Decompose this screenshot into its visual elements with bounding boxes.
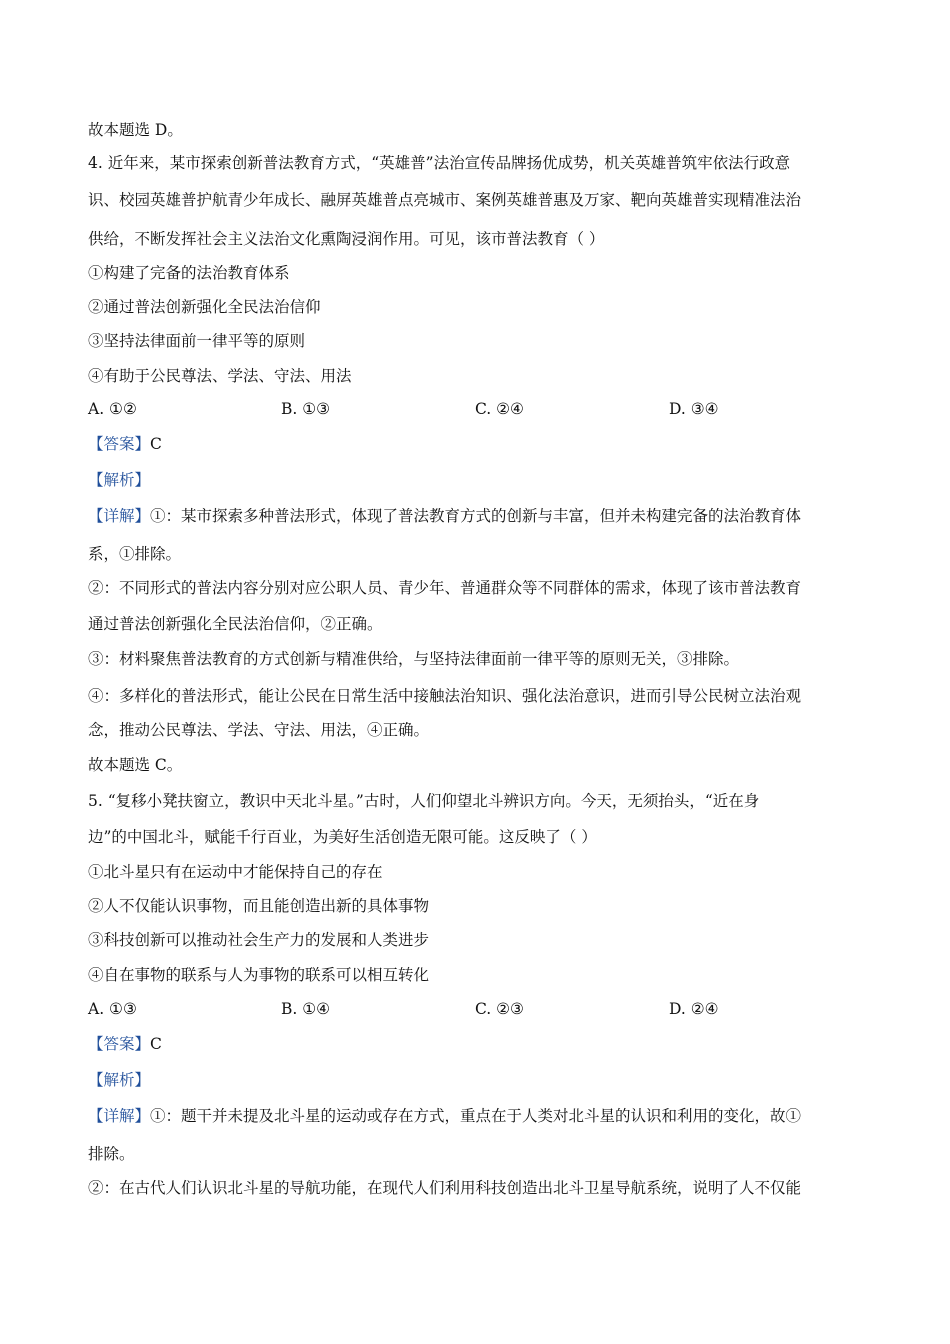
q4-stem-line-3: 供给，不断发挥社会主义法治文化熏陶浸润作用。可见，该市普法教育（ ） bbox=[88, 230, 605, 248]
prev-conclusion: 故本题选 D。 bbox=[88, 121, 183, 139]
q4-detail-tag: 【详解】 bbox=[88, 507, 151, 525]
q5-answer bbox=[88, 1034, 868, 1054]
q5-option-d: D. ②④ bbox=[669, 1000, 719, 1018]
q4-item-3: ③坚持法律面前一律平等的原则 bbox=[88, 332, 306, 350]
q4-detail-line-1 bbox=[88, 506, 868, 526]
q5-option-b: B. ①④ bbox=[281, 1000, 331, 1018]
q4-detail-line-7: 念，推动公民尊法、学法、守法、用法，④正确。 bbox=[88, 721, 430, 739]
q5-option-c: C. ②③ bbox=[475, 1000, 524, 1018]
q5-detail-line-3: ②：在古代人们认识北斗星的导航功能，在现代人们利用科技创造出北斗卫星导航系统，说明了人不仅能 bbox=[88, 1179, 802, 1197]
q5-item-4: ④自在事物的联系与人为事物的联系可以相互转化 bbox=[88, 966, 430, 984]
q4-item-4: ④有助于公民尊法、学法、守法、用法 bbox=[88, 367, 352, 385]
q4-option-b: B. ①③ bbox=[281, 400, 331, 418]
q5-item-1: ①北斗星只有在运动中才能保持自己的存在 bbox=[88, 863, 383, 881]
q5-answer-value: C bbox=[150, 1035, 162, 1053]
q4-detail-line-5: ③：材料聚焦普法教育的方式创新与精准供给，与坚持法律面前一律平等的原则无关，③排除。 bbox=[88, 650, 740, 668]
q4-conclusion: 故本题选 C。 bbox=[88, 756, 183, 774]
q4-item-1: ①构建了完备的法治教育体系 bbox=[88, 264, 290, 282]
q4-answer-value: C bbox=[150, 435, 162, 453]
q5-stem-line-1: 5. “复移小凳扶窗立，教识中天北斗星。”古时，人们仰望北斗辨识方向。今天，无须抬头，“近在身 bbox=[88, 792, 760, 810]
q4-detail-line-3: ②：不同形式的普法内容分别对应公职人员、青少年、普通群众等不同群体的需求，体现了该市普法教育 bbox=[88, 579, 802, 597]
q4-stem-line-2: 识、校园英雄普护航青少年成长、融屏英雄普点亮城市、案例英雄普惠及万家、靶向英雄普实现精准法治 bbox=[88, 191, 802, 209]
q4-detail-line-6: ④：多样化的普法形式，能让公民在日常生活中接触法治知识、强化法治意识，进而引导公民树立法治观 bbox=[88, 687, 802, 705]
q5-detail-tag: 【详解】 bbox=[88, 1107, 151, 1125]
q5-detail-line-2: 排除。 bbox=[88, 1145, 135, 1163]
q4-detail-line-2: 系，①排除。 bbox=[88, 545, 182, 563]
q5-analysis-tag: 【解析】 bbox=[88, 1071, 151, 1089]
q4-analysis bbox=[88, 470, 868, 490]
q5-item-3: ③科技创新可以推动社会生产力的发展和人类进步 bbox=[88, 931, 430, 949]
q4-analysis-tag: 【解析】 bbox=[88, 471, 151, 489]
q4-answer bbox=[88, 434, 868, 454]
q5-stem-line-2: 边”的中国北斗，赋能千行百业，为美好生活创造无限可能。这反映了（ ） bbox=[88, 828, 597, 846]
q5-analysis bbox=[88, 1070, 868, 1090]
q5-option-a: A. ①③ bbox=[88, 1000, 137, 1018]
q5-detail-text-1: ①：题干并未提及北斗星的运动或存在方式，重点在于人类对北斗星的认识和利用的变化，故① bbox=[150, 1107, 802, 1125]
q5-item-2: ②人不仅能认识事物，而且能创造出新的具体事物 bbox=[88, 897, 430, 915]
q4-option-c: C. ②④ bbox=[475, 400, 524, 418]
q4-answer-tag: 【答案】 bbox=[88, 435, 151, 453]
q4-detail-text-1: ①：某市探索多种普法形式，体现了普法教育方式的创新与丰富，但并未构建完备的法治教育体 bbox=[150, 507, 802, 525]
q5-answer-tag: 【答案】 bbox=[88, 1035, 151, 1053]
q4-item-2: ②通过普法创新强化全民法治信仰 bbox=[88, 298, 321, 316]
q5-detail-line-1 bbox=[88, 1106, 868, 1126]
q4-stem-line-1: 4. 近年来，某市探索创新普法教育方式，“英雄普”法治宣传品牌扬优成势，机关英雄普筑牢依法行政意 bbox=[88, 154, 791, 172]
q4-option-a: A. ①② bbox=[88, 400, 137, 418]
q4-detail-line-4: 通过普法创新强化全民法治信仰，②正确。 bbox=[88, 615, 383, 633]
q4-option-d: D. ③④ bbox=[669, 400, 719, 418]
